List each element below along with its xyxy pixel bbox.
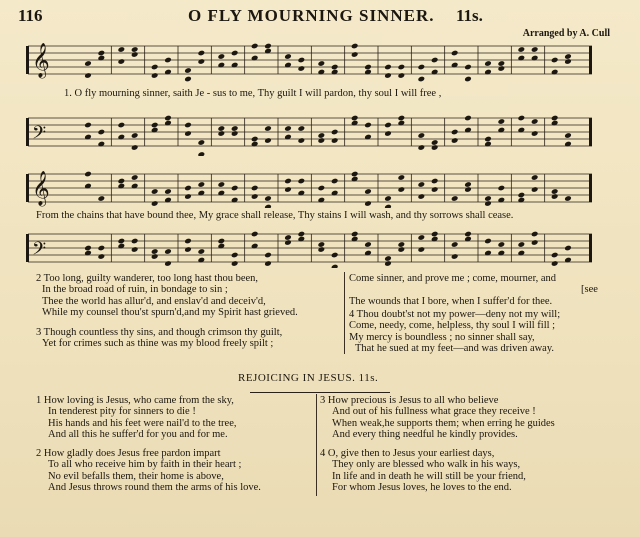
note-head	[384, 130, 392, 137]
column-divider	[316, 394, 317, 496]
arranger-credit: Arranged by A. Cull	[522, 28, 610, 39]
note-head	[351, 51, 359, 58]
note-head	[264, 252, 272, 259]
staff-treble-2	[18, 168, 598, 208]
note-head	[498, 185, 506, 192]
note-head	[118, 122, 126, 129]
note-head	[251, 43, 259, 50]
note-head	[464, 181, 472, 188]
note-head	[398, 246, 406, 253]
note-head	[318, 241, 326, 248]
note-head	[164, 115, 172, 122]
note-head	[84, 60, 92, 67]
note-head	[264, 43, 272, 50]
note-head	[251, 231, 259, 238]
verse-line: In tenderest pity for sinners to die !	[48, 406, 196, 418]
hymn2-title: REJOICING IN JESUS. 11s.	[238, 372, 379, 384]
note-head	[518, 46, 526, 53]
note-head	[531, 186, 539, 193]
bass-clef-icon: 𝄢	[32, 122, 47, 148]
verse-line: While my counsel thou'st spurn'd,and my Spirit hast grieved.	[42, 306, 298, 318]
note-head	[351, 231, 359, 238]
note-head	[398, 72, 406, 79]
note-head	[451, 241, 459, 248]
note-head	[164, 188, 172, 195]
note-head	[531, 46, 539, 53]
note-head	[451, 50, 459, 57]
note-head	[551, 115, 559, 122]
note-head	[218, 130, 226, 137]
final-barline	[589, 234, 592, 262]
note-head	[384, 255, 392, 262]
note-head	[464, 186, 472, 193]
note-head	[384, 260, 392, 267]
note-head	[151, 200, 159, 207]
note-head	[298, 231, 306, 238]
note-head	[264, 137, 272, 144]
note-head	[551, 57, 559, 64]
note-head	[131, 246, 139, 253]
note-head	[118, 238, 126, 245]
note-head	[331, 264, 339, 268]
note-head	[284, 186, 292, 193]
note-head	[151, 64, 159, 71]
verse-line: 3 How precious is Jesus to all who believe	[320, 395, 499, 406]
note-head	[564, 207, 572, 208]
note-head	[364, 241, 372, 248]
note-head	[451, 253, 459, 260]
note-head	[218, 125, 226, 132]
note-head	[251, 185, 259, 192]
verse-line: And out of his fullness what grace they receive !	[332, 406, 536, 418]
note-head	[331, 137, 339, 144]
hymn1-verse-2	[36, 273, 298, 318]
note-head	[398, 174, 406, 181]
note-head	[118, 58, 126, 65]
note-head	[464, 76, 472, 83]
note-head	[151, 253, 159, 260]
final-barline	[589, 46, 592, 74]
final-barline	[589, 174, 592, 202]
verse-line: Come sinner, and prove me ; come, mourner, and	[349, 273, 557, 284]
note-head	[131, 132, 139, 139]
verse-line: And all this he suffer'd for you and for me.	[48, 428, 228, 440]
note-head	[184, 185, 192, 192]
note-head	[184, 76, 192, 83]
note-head	[331, 252, 339, 259]
hymn-meter: 11s.	[456, 6, 483, 25]
note-head	[131, 144, 139, 151]
hymn1-verse-3-continued	[349, 273, 598, 307]
note-head	[164, 57, 172, 64]
verse-line: That he sued at my feet—and was driven away.	[355, 342, 555, 354]
note-head	[231, 130, 239, 137]
verse-line: [see	[581, 284, 598, 296]
note-head	[184, 67, 192, 74]
note-head	[151, 122, 159, 129]
verse-line: For whom Jesus loves, he loves to the end.	[332, 481, 512, 493]
note-head	[84, 72, 92, 79]
note-head	[398, 241, 406, 248]
verse-line: 2 How gladly does Jesus free pardon impart	[36, 448, 221, 459]
note-head	[218, 238, 226, 245]
note-head	[198, 248, 206, 255]
note-head	[551, 260, 559, 267]
note-head	[164, 248, 172, 255]
hymn2-verse-3	[320, 395, 555, 440]
hymn1-verse-3	[36, 327, 282, 350]
note-head	[84, 245, 92, 252]
note-head	[231, 125, 239, 132]
note-head	[284, 53, 292, 60]
note-head	[184, 238, 192, 245]
lyric-line-1: 1. O fly mourning sinner, saith Je - sus to me, Thy guilt I will pardon, thy soul I will free ,	[64, 88, 442, 99]
note-head	[564, 53, 572, 60]
note-head	[431, 178, 439, 185]
note-head	[564, 195, 572, 202]
note-head	[98, 195, 106, 202]
note-head	[518, 192, 526, 199]
note-head	[431, 186, 439, 193]
note-head	[131, 238, 139, 245]
final-barline	[589, 118, 592, 146]
note-head	[118, 46, 126, 53]
note-head	[318, 60, 326, 67]
verse-line: 4 Thou doubt'st not my power—deny not my will;	[349, 309, 561, 320]
hymn2-verse-1	[36, 395, 237, 440]
verse-line: His hands and his feet were nail'd to the tree,	[48, 417, 237, 429]
note-head	[451, 207, 459, 208]
note-head	[231, 260, 239, 267]
note-head	[464, 64, 472, 71]
note-head	[484, 238, 492, 245]
note-head	[418, 64, 426, 71]
note-head	[184, 130, 192, 137]
note-head	[298, 178, 306, 185]
note-head	[531, 174, 539, 181]
verse-line: Thee the world has allur'd, and enslav'd and deceiv'd,	[42, 295, 266, 307]
bass-clef-icon: 𝄢	[32, 238, 47, 264]
note-head	[531, 130, 539, 137]
note-head	[498, 65, 506, 72]
verse-line: When weak,he supports them; when erring he guides	[332, 417, 555, 429]
note-head	[531, 118, 539, 125]
note-head	[364, 200, 372, 207]
system-bracket	[26, 174, 29, 202]
note-head	[351, 43, 359, 50]
note-head	[184, 193, 192, 200]
verse-line: No evil befalls them, their home is above,	[48, 470, 224, 482]
note-head	[264, 125, 272, 132]
note-head	[464, 231, 472, 238]
note-head	[198, 181, 206, 188]
page-header	[18, 6, 622, 28]
lyric-line-2: From the chains that have bound thee, My grace shall release, Thy stains I will wash, and thy sorrows shall cease.	[36, 210, 514, 221]
staff-treble-1	[18, 40, 598, 84]
note-head	[418, 181, 426, 188]
note-head	[98, 50, 106, 57]
verse-line: 1 How loving is Jesus, who came from the sky,	[36, 395, 234, 406]
note-head	[151, 248, 159, 255]
verse-line: And every thing needful he kindly provides.	[332, 428, 518, 440]
note-head	[498, 241, 506, 248]
note-head	[398, 64, 406, 71]
note-head	[351, 115, 359, 122]
note-head	[131, 51, 139, 58]
note-head	[284, 178, 292, 185]
note-head	[431, 144, 439, 151]
note-head	[564, 132, 572, 139]
note-head	[431, 231, 439, 238]
note-head	[384, 122, 392, 129]
note-head	[384, 72, 392, 79]
music-system-1	[18, 40, 598, 160]
note-head	[418, 144, 426, 151]
hymn-title: O FLY MOURNING SINNER.	[188, 6, 435, 25]
note-head	[418, 76, 426, 83]
note-head	[298, 57, 306, 64]
note-head	[231, 185, 239, 192]
note-head	[318, 137, 326, 144]
note-head	[284, 125, 292, 132]
note-head	[264, 260, 272, 267]
note-head	[284, 239, 292, 246]
note-head	[298, 125, 306, 132]
note-head	[84, 122, 92, 129]
note-head	[318, 246, 326, 253]
note-head	[431, 57, 439, 64]
note-head	[551, 193, 559, 200]
note-head	[218, 181, 226, 188]
note-head	[484, 195, 492, 202]
verse-line: My mercy is boundless ; no sinner shall say,	[349, 331, 535, 343]
note-head	[564, 58, 572, 65]
note-head	[164, 260, 172, 267]
note-head	[251, 193, 259, 200]
hymn2-verse-2	[36, 448, 261, 493]
note-head	[331, 129, 339, 136]
note-head	[184, 246, 192, 253]
note-head	[231, 252, 239, 259]
note-head	[364, 188, 372, 195]
hymn1-verse-4	[349, 309, 560, 354]
note-head	[384, 204, 392, 208]
note-head	[418, 132, 426, 139]
note-head	[451, 195, 459, 202]
note-head	[198, 50, 206, 57]
note-head	[98, 129, 106, 136]
verse-line: And Jesus throws round them the arms of his love.	[48, 481, 261, 493]
note-head	[384, 195, 392, 202]
note-head	[151, 72, 159, 79]
verse-line: They only are blessed who walk in his ways,	[332, 459, 521, 471]
note-head	[198, 151, 206, 156]
note-head	[551, 252, 559, 259]
note-head	[484, 60, 492, 67]
verse-line: Yet for crimes such as thine was my blood freely spilt ;	[42, 338, 274, 350]
note-head	[84, 171, 92, 178]
note-head	[551, 188, 559, 195]
note-head	[564, 245, 572, 252]
system-bracket	[26, 234, 29, 262]
note-head	[284, 234, 292, 241]
note-head	[364, 64, 372, 71]
note-head	[231, 50, 239, 57]
note-head	[264, 204, 272, 208]
note-head	[331, 178, 339, 185]
note-head	[98, 245, 106, 252]
note-head	[418, 246, 426, 253]
note-head	[318, 132, 326, 139]
note-head	[384, 64, 392, 71]
verse-line: To all who receive him by faith in their heart ;	[48, 459, 242, 471]
note-head	[418, 193, 426, 200]
note-head	[251, 136, 259, 143]
staff-bass-2	[18, 228, 598, 268]
staff-bass-1	[18, 112, 598, 156]
verse-line: In life and in death he will still be your friend,	[332, 470, 526, 482]
title-rule	[250, 392, 390, 393]
note-head	[518, 241, 526, 248]
treble-clef-icon: 𝄞	[32, 170, 50, 206]
note-head	[464, 115, 472, 122]
note-head	[451, 137, 459, 144]
system-bracket	[26, 118, 29, 146]
verse-line: 2 Too long, guilty wanderer, too long hast thou been,	[36, 273, 259, 284]
note-head	[131, 46, 139, 53]
note-head	[518, 115, 526, 122]
note-head	[151, 188, 159, 195]
note-head	[398, 186, 406, 193]
note-head	[484, 200, 492, 207]
note-head	[264, 195, 272, 202]
note-head	[331, 64, 339, 71]
hymn2-verse-4	[320, 448, 526, 493]
system-bracket	[26, 46, 29, 74]
note-head	[431, 139, 439, 146]
note-head	[531, 231, 539, 238]
note-head	[498, 118, 506, 125]
note-head	[364, 122, 372, 129]
note-head	[531, 239, 539, 246]
verse-line: In the broad road of ruin, in bondage to sin ;	[42, 284, 228, 296]
verse-line: Come, needy, come, helpless, thy soul I will fill ;	[349, 320, 556, 332]
note-head	[98, 253, 106, 260]
note-head	[198, 139, 206, 146]
note-head	[298, 65, 306, 72]
note-head	[318, 185, 326, 192]
note-head	[398, 115, 406, 122]
verse-line: The wounds that I bore, when I suffer'd for thee.	[349, 295, 553, 307]
note-head	[418, 234, 426, 241]
note-head	[218, 53, 226, 60]
verse-line: 4 O, give then to Jesus your earliest days,	[320, 448, 495, 459]
page-number: 116	[18, 6, 43, 25]
column-divider	[344, 272, 345, 354]
note-head	[351, 171, 359, 178]
note-head	[498, 60, 506, 67]
note-head	[184, 122, 192, 129]
note-head	[98, 207, 106, 208]
note-head	[131, 174, 139, 181]
note-head	[484, 136, 492, 143]
note-head	[298, 137, 306, 144]
verse-line: 3 Though countless thy sins, and though crimson thy guilt,	[36, 327, 283, 338]
note-head	[198, 58, 206, 65]
treble-clef-icon: 𝄞	[32, 42, 50, 78]
note-head	[451, 129, 459, 136]
note-head	[118, 178, 126, 185]
